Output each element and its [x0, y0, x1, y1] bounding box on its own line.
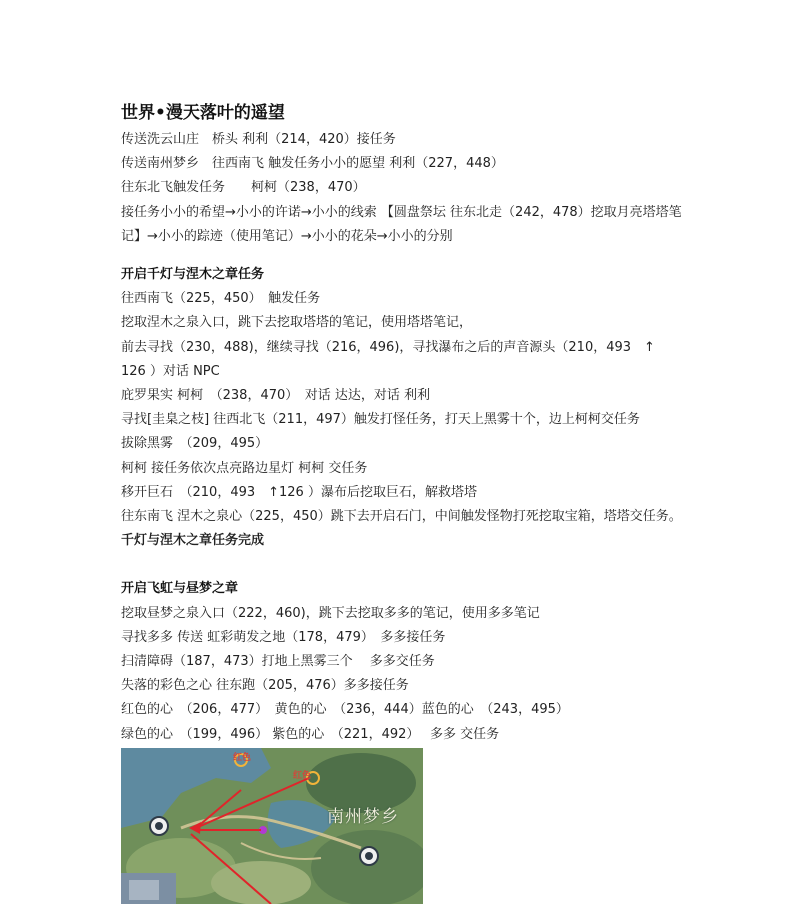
map-marker-label: 红色 — [233, 753, 252, 763]
text-line: 扫清障碍（187，473）打地上黑雾三个 多多交任务 — [121, 654, 435, 670]
text-line: 绿色的心 （199，496） 紫色的心 （221，492） 多多 交任务 — [121, 726, 500, 742]
text-line: 柯柯 接任务依次点亮路边星灯 柯柯 交任务 — [121, 460, 368, 476]
text-line: 寻找多多 传送 虹彩萌发之地（178，479） 多多接任务 — [121, 629, 446, 645]
text-line: 前去寻找（230，488)，继续寻找（216，496)，寻找瀑布之后的声音源头（210，493 ↑ — [121, 339, 655, 355]
text-line: 寻找[圭臬之枝] 往西北飞（211，497）触发打怪任务，打天上黑雾十个，边上柯柯交任务 — [121, 412, 640, 428]
text-line: 失落的彩色之心 往东跑（205，476）多多接任务 — [121, 678, 409, 694]
text-span: 往东南飞 涅木之泉心（225，450）跳下去开启石门，中间触发怪物打死挖取宝箱，塔塔交任务。 — [121, 509, 682, 525]
text-paragraph: 接任务小小的希望→小小的许诺→小小的线索 【圆盘祭坛 往东北走（242，478）挖取月亮塔塔笔记】→小小的踪迹（使用笔记）→小小的花朵→小小的分别 — [121, 204, 682, 244]
text-line: 往西南飞（225，450） 触发任务 — [121, 291, 321, 307]
text-line: 126 ）对话 NPC — [121, 363, 220, 379]
text-line: 拔除黑雾 （209，495） — [121, 436, 269, 452]
section-heading: 开启飞虹与昼梦之章 — [121, 581, 239, 597]
text-line: 传送洗云山庄 桥头 利利（214，420）接任务 — [121, 132, 396, 147]
text-paragraph — [121, 505, 691, 553]
text-line: 往东北飞触发任务 柯柯（238，470） — [121, 180, 366, 196]
text-line: 红色的心 （206，477） 黄色的心 （236，444）蓝色的心 （243，495） — [121, 702, 569, 718]
text-line: 挖取涅木之泉入口，跳下去挖取塔塔的笔记，使用塔塔笔记， — [121, 315, 473, 331]
text-line: 挖取昼梦之泉入口（222，460)，跳下去挖取多多的笔记，使用多多笔记 — [121, 605, 540, 621]
text-line: 移开巨石 （210，493 ↑126 ）瀑布后挖取巨石，解救塔塔 — [121, 484, 477, 500]
completion-note: 千灯与涅木之章任务完成 — [121, 533, 265, 549]
map-place-label: 南州梦乡 — [327, 807, 399, 827]
text-line: 庇罗果实 柯柯 （238，470） 对话 达达，对话 利利 — [121, 388, 431, 404]
section-heading: 开启千灯与涅木之章任务 — [121, 267, 265, 283]
text-line: 传送南州梦乡 往西南飞 触发任务小小的愿望 利利（227，448） — [121, 156, 504, 172]
map-marker-label: 红色 — [293, 771, 312, 781]
document-body — [121, 100, 691, 747]
game-map-screenshot — [121, 748, 423, 904]
article-title: 世界•漫天落叶的遥望 — [121, 103, 285, 123]
